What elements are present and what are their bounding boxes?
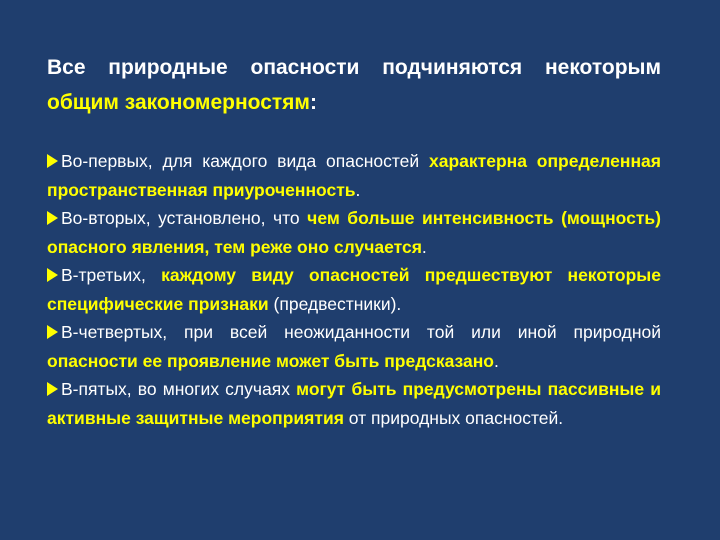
item-tail: .	[421, 236, 427, 257]
item-text: В-пятых, во многих случаях	[61, 379, 297, 399]
heading-highlight: общим закономерностям	[47, 91, 310, 114]
item-text: Во-первых, для каждого вида опасностей	[61, 151, 429, 171]
item-tail: .	[355, 179, 361, 200]
arrow-bullet-icon	[47, 211, 58, 225]
item-tail: от природных опасностей.	[343, 407, 564, 428]
item-highlight: характерна определенная пространственная приуроченность	[47, 151, 661, 200]
arrow-bullet-icon	[47, 325, 58, 339]
slide-heading	[47, 50, 661, 120]
bullet-list	[47, 147, 661, 432]
item-highlight: каждому виду опасностей предшествуют некоторые специфические признаки	[47, 265, 661, 314]
list-item	[47, 204, 661, 261]
arrow-bullet-icon	[47, 382, 58, 396]
arrow-bullet-icon	[47, 268, 58, 282]
item-tail: .	[494, 350, 499, 371]
list-item	[47, 261, 661, 318]
heading-text: Все природные опасности подчиняются некоторым	[47, 56, 661, 79]
list-item	[47, 147, 661, 204]
item-highlight: чем больше интенсивность (мощность) опасного явления, тем реже оно случается	[47, 208, 661, 257]
item-highlight: могут быть предусмотрены пассивные и активные защитные мероприятия	[47, 379, 661, 428]
item-text: В-третьих,	[61, 265, 162, 285]
item-text: Во-вторых, установлено, что	[61, 208, 308, 228]
item-tail: (предвестники).	[268, 293, 402, 314]
item-highlight: опасности ее проявление может быть предсказано	[47, 350, 495, 371]
heading-colon: :	[309, 91, 317, 114]
list-item	[47, 318, 661, 375]
list-item	[47, 375, 661, 432]
arrow-bullet-icon	[47, 154, 58, 168]
item-text: В-четвертых, при всей неожиданности той или иной природной	[61, 322, 661, 342]
